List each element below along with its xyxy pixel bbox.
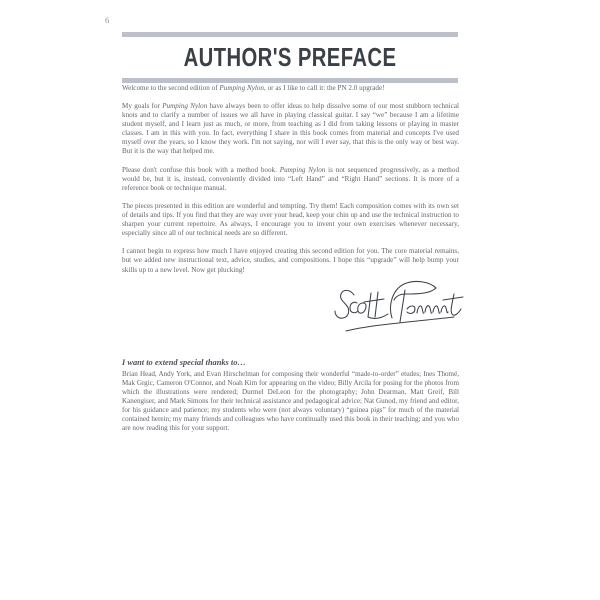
preface-paragraph: I cannot begin to express how much I have enjoyed creating this second edition for you. The core material remains, but we added new instructional text, advice, studies, and compositions. I hope this “upgrade” will help bump your skills up to a new level. Now get plucking! — [122, 247, 459, 274]
preface-paragraph: Welcome to the second edition of Pumping Nylon, or as I like to call it: the PN 2.0 upgrade! — [122, 84, 385, 92]
page-number: 6 — [105, 15, 110, 25]
italic-title: Pumping Nylon — [162, 102, 208, 111]
preface-paragraph: The pieces presented in this edition are wonderful and tempting. Try them! Each composition comes with its own set of details and tips. If you find that they are way over your head, keep your chin up and use the technical instruction to sharpen your current repertoire. As always, I encourage you to invent your own exercises whenever necessary, especially since all of our technical needs are so different. — [122, 202, 459, 238]
italic-title: Pumping Nylon — [219, 84, 264, 92]
preface-paragraph: Please don't confuse this book with a method book. Pumping Nylon is not sequenced progressively, as a method would be, but it is, instead, conveniently divided into “Left Hand” and “Right Hand” sections. It is more of a reference book or technique manual. — [122, 165, 460, 192]
chapter-header — [122, 32, 458, 83]
italic-title: Pumping Nylon — [279, 165, 326, 174]
acknowledgements-section — [122, 357, 459, 433]
page-title: AUTHOR'S PREFACE — [183, 42, 397, 72]
acknowledgements-heading: I want to extend special thanks to… — [122, 358, 246, 367]
preface-paragraph: My goals for Pumping Nylon have always been to offer ideas to help dissolve some of our most stubborn technical knots and to clarify a number of issues we all have in playing classical guitar. I say “we” because I am a lifetime student myself, and I learn just as much, or more, from teaching as I did from taking lessons or playing in master classes. I am in this with you. In fact, everything I share in this book comes from material and concepts I've used myself over the years, so I know they work. I'm not saying, nor will I ever say, that this is the only way or best way. But it is the way that helped me. — [122, 102, 459, 156]
header-rule-bottom-icon — [122, 78, 458, 83]
author-signature — [330, 272, 465, 334]
preface-body — [122, 84, 459, 275]
acknowledgements-body: Brian Head, Andy York, and Evan Hirschelman for composing their wonderful “made-to-order” etudes; Ines Thomé, Mak Grgic, Cameron O'Connor, and Noah Kim for appearing on the video; Billy Arcila for posing for the photos from which the illustrations were rendered; Durmel DeLeon for the photography; John Dearman, Matt Greif, Bill Kanengiser, and Mark Simons for their technical assistance and pedagogical advice; Nat Gunod, my friend and editor, for his guidance and patience; my students who were (not always voluntary) “guinea pigs” for much of the material contained herein; my many friends and colleagues who have continually used this book in their teaching; and you who are now reading this for your support. — [122, 369, 459, 432]
